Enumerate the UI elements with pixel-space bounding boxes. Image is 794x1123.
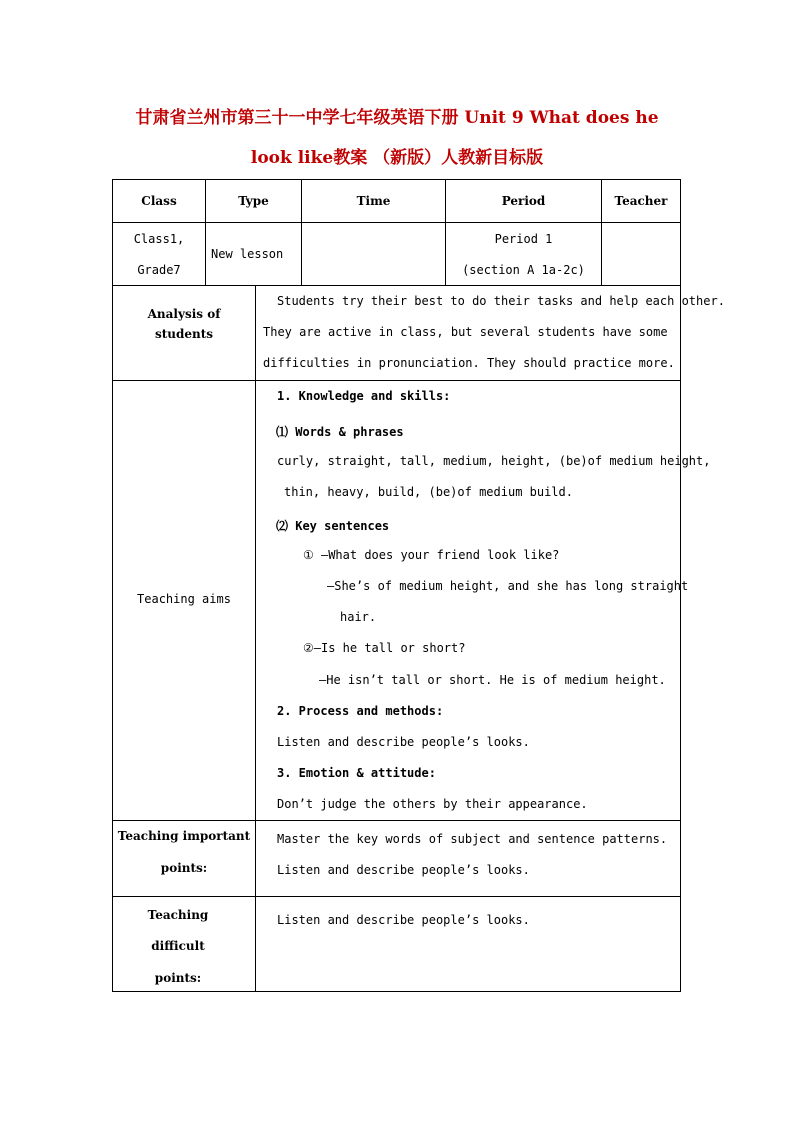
aims-sentence2-question: ②—Is he tall or short? [303, 641, 466, 655]
header-time: Time [356, 194, 391, 208]
aims-sub-sentences: ⑵ Key sentences [276, 519, 390, 533]
aims-sentence1-question: ① —What does your friend look like? [303, 548, 560, 562]
header-teacher: Teacher [614, 194, 668, 208]
analysis-text-line3: difficulties in pronunciation. They should practice more. [263, 356, 675, 370]
important-points-label-line1: Teaching important [117, 829, 251, 843]
type-value: New lesson [211, 247, 284, 261]
teaching-aims-label: Teaching aims [137, 592, 231, 606]
row-divider [113, 222, 680, 223]
col-divider [255, 285, 256, 992]
header-period: Period [501, 194, 546, 208]
class-value-line2: Grade7 [137, 263, 181, 277]
row-divider [113, 896, 680, 897]
aims-heading-knowledge: 1. Knowledge and skills: [277, 389, 451, 403]
analysis-text-line1: Students try their best to do their tasks and help each other. [277, 294, 725, 308]
difficult-points-label-line1: Teaching [147, 908, 209, 922]
aims-sentence1-answer-line1: —She’s of medium height, and she has long straight [327, 579, 689, 593]
aims-heading-process: 2. Process and methods: [277, 704, 444, 718]
important-points-label-line2: points: [160, 861, 208, 875]
important-points-line2: Listen and describe people’s looks. [277, 863, 530, 877]
aims-words-line2: thin, heavy, build, (be)of medium build. [284, 485, 573, 499]
analysis-label-line2: students [154, 327, 214, 341]
important-points-line1: Master the key words of subject and sentence patterns. [277, 832, 668, 846]
aims-heading-emotion: 3. Emotion & attitude: [277, 766, 436, 780]
aims-sentence2-answer: —He isn’t tall or short. He is of medium height. [319, 673, 666, 687]
aims-sub-words: ⑴ Words & phrases [276, 425, 404, 439]
period-value-line2: (section A 1a-2c) [462, 263, 585, 277]
analysis-text-line2: They are active in class, but several students have some [263, 325, 668, 339]
document-title-line2: look like教案 （新版）人教新目标版 [250, 148, 544, 168]
class-value-line1: Class1, [133, 232, 185, 246]
header-class: Class [141, 194, 177, 208]
document-title-line1: 甘肃省兰州市第三十一中学七年级英语下册 Unit 9 What does he [135, 108, 659, 128]
lesson-plan-table [112, 179, 725, 992]
row-divider [113, 380, 680, 381]
aims-words-line1: curly, straight, tall, medium, height, (be)of medium height, [277, 454, 711, 468]
aims-emotion-text: Don’t judge the others by their appearance. [277, 797, 588, 811]
difficult-points-label-line2: difficult [151, 939, 205, 953]
aims-sentence1-answer-line2: hair. [340, 610, 377, 624]
analysis-label-line1: Analysis of [147, 307, 221, 321]
aims-process-text: Listen and describe people’s looks. [277, 735, 530, 749]
difficult-points-line1: Listen and describe people’s looks. [277, 913, 530, 927]
header-type: Type [238, 194, 269, 208]
period-value-line1: Period 1 [494, 232, 553, 246]
difficult-points-label-line3: points: [154, 971, 202, 985]
